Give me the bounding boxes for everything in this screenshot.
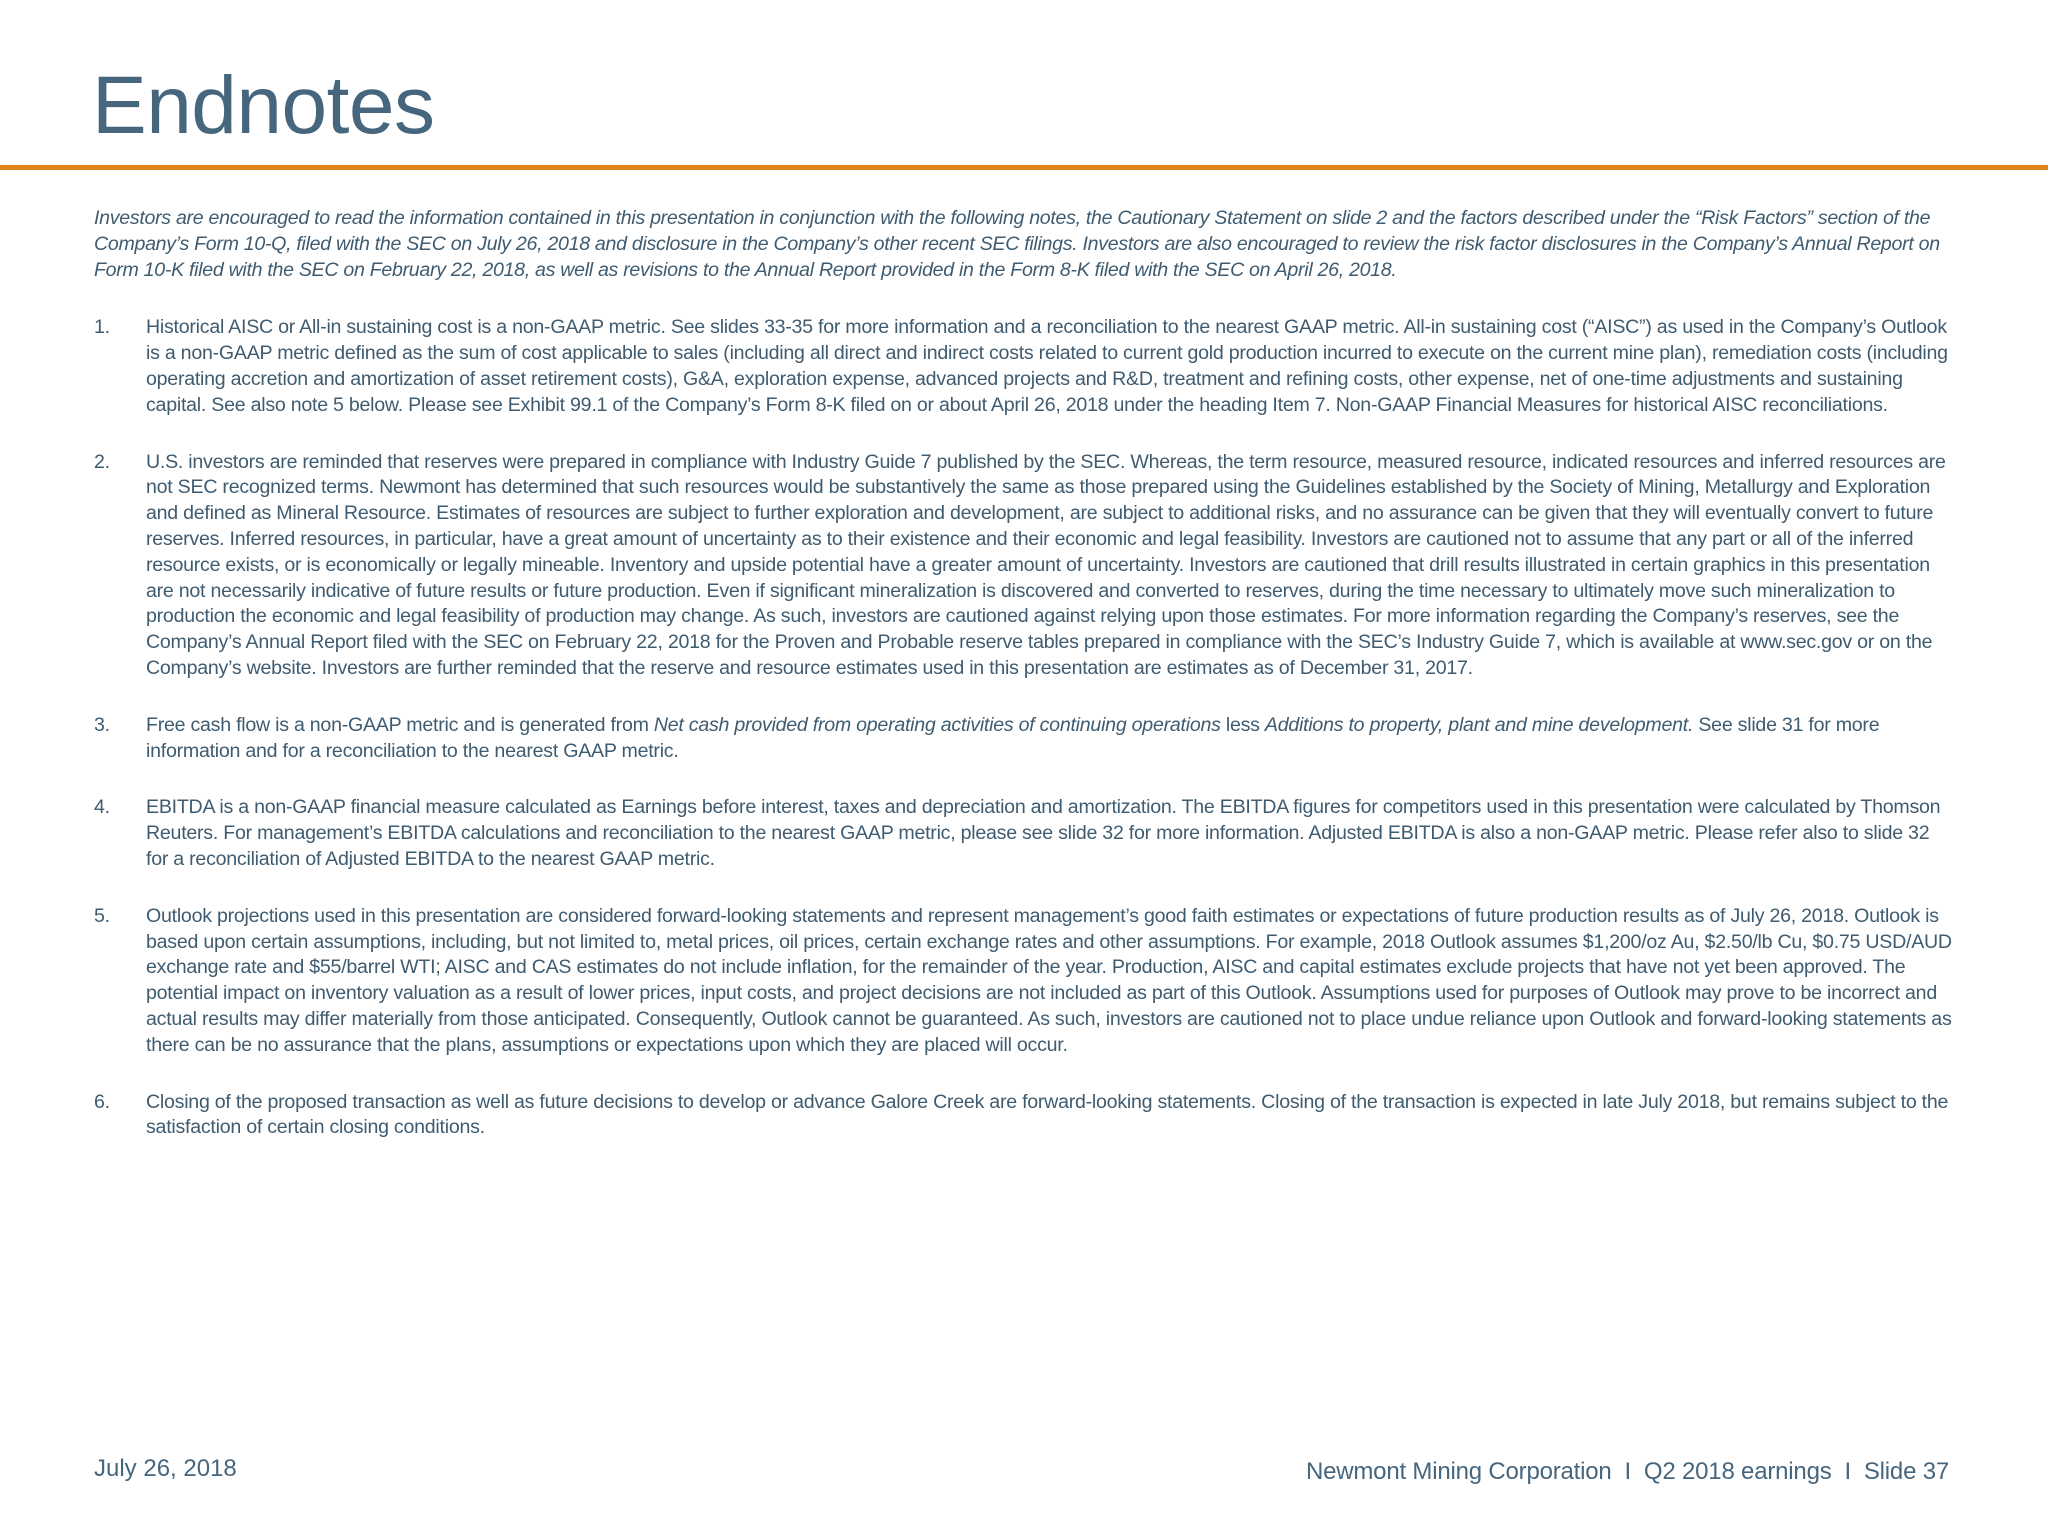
endnote-text: Outlook projections used in this presentation are considered forward-looking statements and represent management’s good faith estimates or expectations of future production results as of July 26, 2018. Outlook is based upon certain assumptions, including, but not limited to, metal prices, oil prices, certain exchange rates and other assumptions. For example, 2018 Outlook assumes $1,200/oz Au, $2.50/lb Cu, $0.75 USD/AUD exchange rate and $55/barrel WTI; AISC and CAS estimates do not include inflation, for the remainder of the year. Production, AISC and capital estimates exclude projects that have not yet been approved. The potential impact on inventory valuation as a result of lower prices, input costs, and project decisions are not included as part of this Outlook. Assumptions used for purposes of Outlook may prove to be incorrect and actual results may differ materially from those anticipated. Consequently, Outlook cannot be guaranteed. As such, investors are cautioned not to place undue reliance upon Outlook and forward-looking statements as there can be no assurance that the plans, assumptions or expectations upon which they are placed will occur. xyxy=(146,904,1952,1056)
title-divider xyxy=(0,165,2048,170)
endnote-4 xyxy=(94,795,1954,872)
endnote-5 xyxy=(94,904,1954,1059)
endnote-6 xyxy=(94,1090,1954,1142)
endnote-text-part: less xyxy=(1220,713,1265,736)
endnote-3 xyxy=(94,713,1954,765)
endnote-number: 1. xyxy=(94,316,110,339)
endnote-1 xyxy=(94,315,1954,418)
endnote-italic-term: Additions to property, plant and mine development. xyxy=(1264,713,1694,736)
endnotes-body xyxy=(94,206,1954,1172)
endnote-text: Closing of the proposed transaction as well as future decisions to develop or advance Galore Creek are forward-looking statements. Closing of the transaction is expected in late July 2018, but remains subject to the satisfaction of certain closing conditions. xyxy=(146,1090,1949,1139)
endnote-number: 5. xyxy=(94,904,110,927)
endnote-number: 4. xyxy=(94,796,110,819)
footer-date: July 26, 2018 xyxy=(94,1455,237,1482)
endnote-text: U.S. investors are reminded that reserves were prepared in compliance with Industry Guide 7 published by the SEC. Whereas, the term resource, measured resource, indicated resources and inferred resources are not SEC recognized terms. Newmont has determined that such resources would be substantively the same as those prepared using the Guidelines established by the Society of Mining, Metallurgy and Exploration and defined as Mineral Resource. Estimates of resources are subject to further exploration and development, are subject to additional risks, and no assurance can be given that they will eventually convert to future reserves. Inferred resources, in particular, have a great amount of uncertainty as to their existence and their economic and legal feasibility. Investors are cautioned not to assume that any part or all of the inferred resource exists, or is economically or legally mineable. Inventory and upside potential have a greater amount of uncertainty. Investors are cautioned that drill results illustrated in certain graphics in this presentation are not necessarily indicative of future results or future production. Even if significant mineralization is discovered and converted to reserves, during the time necessary to ultimately move such mineralization to production the economic and legal feasibility of production may change. As such, investors are cautioned against relying upon those estimates. For more information regarding the Company’s reserves, see the Company’s Annual Report filed with the SEC on February 22, 2018 for the Proven and Probable reserve tables prepared in compliance with the SEC’s Industry Guide 7, which is available at www.sec.gov or on the Company’s website. Investors are further reminded that the reserve and resource estimates used in this presentation are estimates as of December 31, 2017. xyxy=(146,450,1946,679)
endnote-text xyxy=(146,713,1954,765)
endnote-italic-term: Net cash provided from operating activities of continuing operations xyxy=(653,713,1221,736)
endnote-text-part: See slide 31 for more information and for a reconciliation to the nearest GAAP metric. xyxy=(146,713,1880,762)
endnote-2 xyxy=(94,450,1954,682)
endnote-number: 2. xyxy=(94,450,110,473)
endnote-text: Historical AISC or All-in sustaining cost is a non-GAAP metric. See slides 33-35 for more information and a reconciliation to the nearest GAAP metric. All-in sustaining cost (“AISC”) as used in the Company’s Outlook is a non-GAAP metric defined as the sum of cost applicable to sales (including all direct and indirect costs related to current gold production incurred to execute on the current mine plan), remediation costs (including operating accretion and amortization of asset retirement costs), G&A, exploration expense, advanced projects and R&D, treatment and refining costs, other expense, net of one-time adjustments and sustaining capital. See also note 5 below. Please see Exhibit 99.1 of the Company’s Form 8-K filed on or about April 26, 2018 under the heading Item 7. Non-GAAP Financial Measures for historical AISC reconciliations. xyxy=(146,316,1948,416)
page-title: Endnotes xyxy=(92,60,435,151)
intro-disclaimer: Investors are encouraged to read the information contained in this presentation in conjunction with the following notes, the Cautionary Statement on slide 2 and the factors described under the “Risk Factors” section of the Company’s Form 10-Q, filed with the SEC on July 26, 2018 and disclosure in the Company’s other recent SEC filings. Investors are also encouraged to review the risk factor disclosures in the Company’s Annual Report on Form 10-K filed with the SEC on February 22, 2018, as well as revisions to the Annual Report provided in the Form 8-K filed with the SEC on April 26, 2018. xyxy=(94,207,1940,281)
footer-company-slide-info: Newmont Mining Corporation I Q2 2018 earnings I Slide 37 xyxy=(1305,1458,1949,1485)
endnote-number: 3. xyxy=(94,713,110,736)
endnote-text-part: Free cash flow is a non-GAAP metric and is generated from xyxy=(146,713,654,736)
endnote-text: EBITDA is a non-GAAP financial measure calculated as Earnings before interest, taxes and depreciation and amortization. The EBITDA figures for competitors used in this presentation were calculated by Thomson Reuters. For management’s EBITDA calculations and reconciliation to the nearest GAAP metric, please see slide 32 for more information. Adjusted EBITDA is also a non-GAAP metric. Please refer also to slide 32 for a reconciliation of Adjusted EBITDA to the nearest GAAP metric. xyxy=(146,796,1941,870)
endnote-number: 6. xyxy=(94,1090,110,1113)
